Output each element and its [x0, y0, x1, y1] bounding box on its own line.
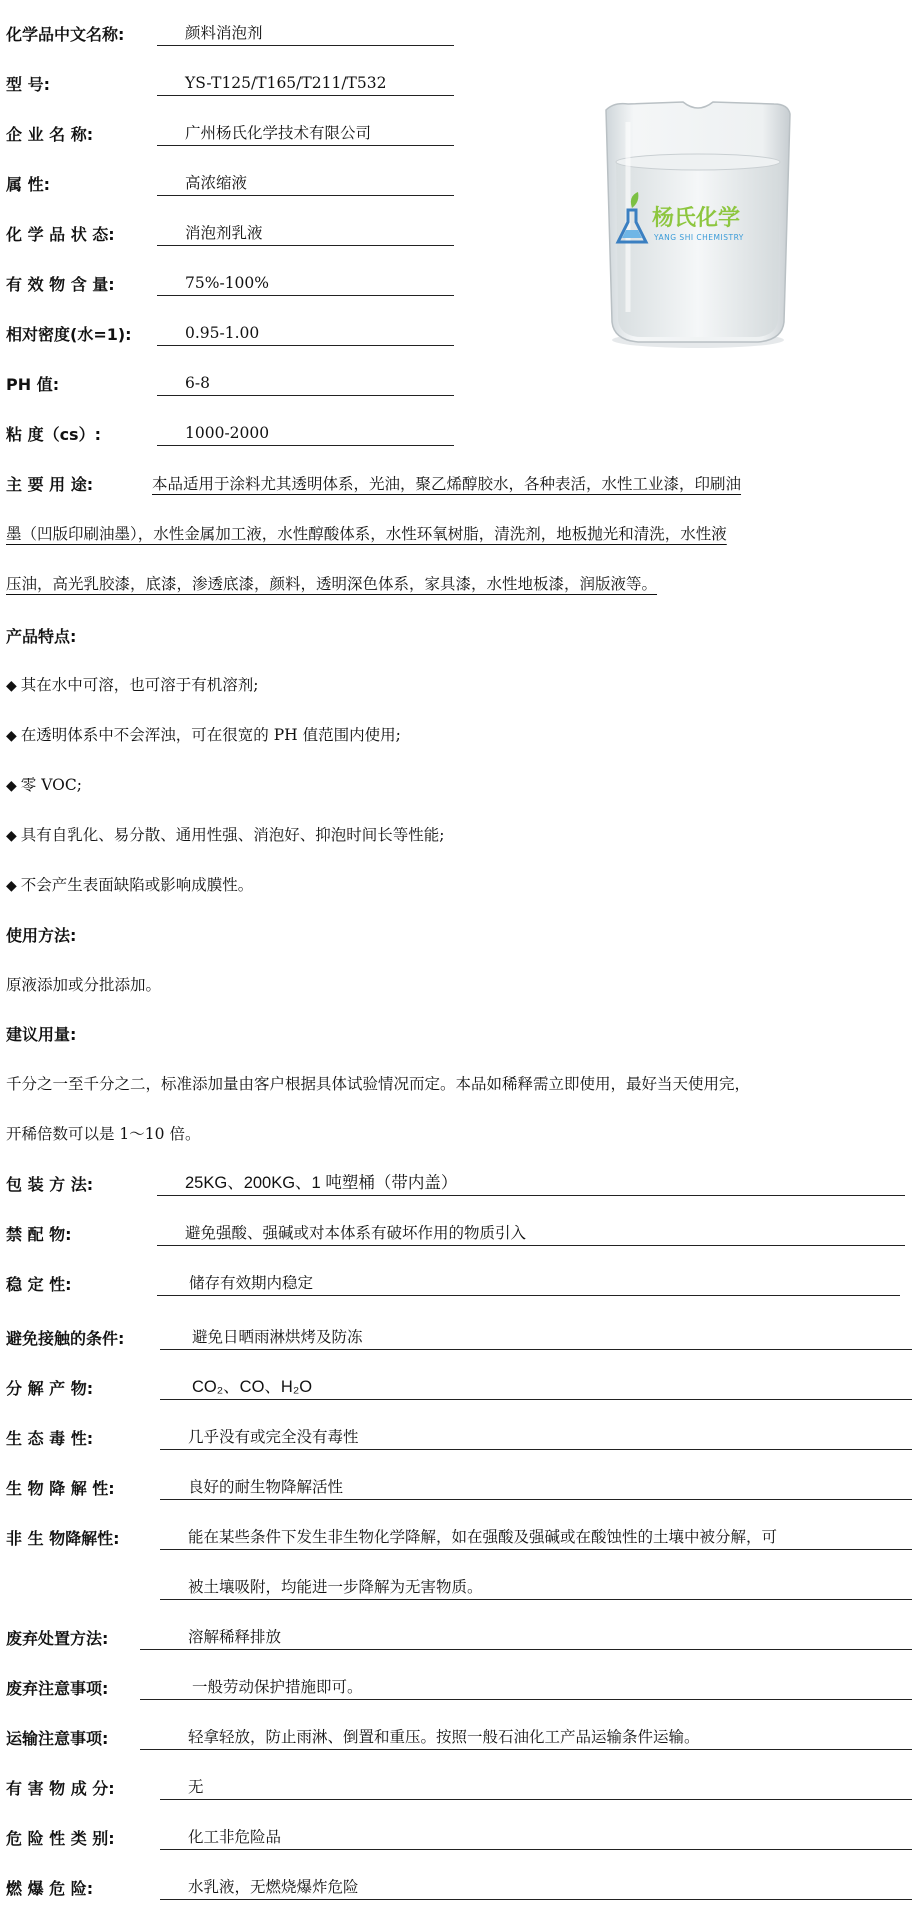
usage-line-1: 本品适用于涂料尤其透明体系，光油，聚乙烯醇胶水，各种表活，水性工业漆，印刷油 [152, 475, 742, 493]
field-label-transport: 运输注意事项: [6, 1729, 109, 1748]
field-label-disposal: 废弃处置方法: [6, 1629, 109, 1648]
field-value-viscosity: 1000-2000 [157, 422, 454, 446]
field-value-stability: 储存有效期内稳定 [157, 1272, 900, 1296]
feature-text: 不会产生表面缺陷或影响成膜性。 [20, 876, 254, 894]
field-label-decomposition: 分 解 产 物: [6, 1379, 94, 1398]
field-label-property: 属 性: [6, 175, 50, 194]
field-label-content: 有 效 物 含 量: [6, 275, 115, 294]
field-label-state: 化 学 品 状 态: [6, 225, 115, 244]
field-label-density: 相对密度(水=1): [6, 325, 132, 344]
feature-item [6, 773, 82, 795]
feature-text: 其在水中可溶，也可溶于有机溶剂; [20, 676, 259, 694]
diamond-bullet-icon: ◆ [6, 778, 17, 794]
field-value-ecotoxicity: 几乎没有或完全没有毒性 [160, 1426, 912, 1450]
field-value-model: YS-T125/T165/T211/T532 [157, 72, 454, 96]
field-value-name: 颜料消泡剂 [157, 22, 454, 46]
field-value-nonbio-line-2: 被土壤吸附，均能进一步降解为无害物质。 [160, 1576, 912, 1600]
field-value-explosion: 水乳液，无燃烧爆炸危险 [160, 1876, 912, 1900]
field-value-ph: 6-8 [157, 372, 454, 396]
diamond-bullet-icon: ◆ [6, 828, 17, 844]
features-title: 产品特点: [6, 627, 77, 646]
usage-line-2: 墨（凹版印刷油墨），水性金属加工液，水性醇酸体系，水性环氧树脂，清洗剂，地板抛光和清洗，水性液 [6, 525, 727, 543]
diamond-bullet-icon: ◆ [6, 678, 17, 694]
field-label-explosion: 燃 爆 危 险: [6, 1879, 94, 1898]
field-value-transport: 轻拿轻放，防止雨淋、倒置和重压。按照一般石油化工产品运输条件运输。 [140, 1726, 912, 1750]
field-label-ecotoxicity: 生 态 毒 性: [6, 1429, 94, 1448]
dosage-line-2: 开稀倍数可以是 1～10 倍。 [6, 1125, 201, 1143]
diamond-bullet-icon: ◆ [6, 728, 17, 744]
field-value-property: 高浓缩液 [157, 172, 454, 196]
field-label-ph: PH 值: [6, 375, 60, 394]
usage-line-3: 压油，高光乳胶漆，底漆，渗透底漆，颜料，透明深色体系，家具漆，水性地板漆，润版液等。 [6, 575, 658, 593]
field-value-state: 消泡剂乳液 [157, 222, 454, 246]
field-label-biodegradability: 生 物 降 解 性: [6, 1479, 115, 1498]
field-value-hazardous: 无 [160, 1776, 912, 1800]
feature-item [6, 823, 445, 845]
field-label-stability: 稳 定 性: [6, 1275, 72, 1294]
field-value-avoid: 避免日晒雨淋烘烤及防冻 [160, 1326, 912, 1350]
field-label-packaging: 包 装 方 法: [6, 1175, 94, 1194]
field-label-hazard-class: 危 险 性 类 别: [6, 1829, 115, 1848]
logo-brand-cn: 杨氏化学 [652, 206, 741, 231]
field-label-disposal-notes: 废弃注意事项: [6, 1679, 109, 1698]
field-value-disposal-notes: 一般劳动保护措施即可。 [140, 1676, 912, 1700]
feature-text: 具有自乳化、易分散、通用性强、消泡好、抑泡时间长等性能; [20, 826, 445, 844]
field-value-company: 广州杨氏化学技术有限公司 [157, 122, 454, 146]
feature-text: 零 VOC; [20, 776, 82, 794]
field-value-biodegradability: 良好的耐生物降解活性 [160, 1476, 912, 1500]
field-value-nonbio-line-1: 能在某些条件下发生非生物化学降解，如在强酸及强碱或在酸蚀性的土壤中被分解，可 [160, 1526, 912, 1550]
field-label-incompatible: 禁 配 物: [6, 1225, 72, 1244]
field-label-model: 型 号: [6, 75, 50, 94]
field-label-nonbio: 非 生 物降解性: [6, 1529, 120, 1548]
field-value-density: 0.95-1.00 [157, 322, 454, 346]
feature-item [6, 873, 253, 895]
field-value-hazard-class: 化工非危险品 [160, 1826, 912, 1850]
feature-item [6, 723, 401, 745]
field-label-name: 化学品中文名称: [6, 25, 125, 44]
feature-text: 在透明体系中不会浑浊，可在很宽的 PH 值范围内使用; [20, 726, 401, 744]
field-value-packaging: 25KG、200KG、1 吨塑桶（带内盖） [157, 1172, 905, 1196]
field-value-decomposition: CO₂、CO、H₂O [160, 1376, 912, 1400]
field-label-viscosity: 粘 度（cs）: [6, 425, 101, 444]
diamond-bullet-icon: ◆ [6, 878, 17, 894]
method-title: 使用方法: [6, 926, 77, 945]
dosage-title: 建议用量: [6, 1025, 77, 1044]
field-value-incompatible: 避免强酸、强碱或对本体系有破坏作用的物质引入 [157, 1222, 905, 1246]
field-label-avoid: 避免接触的条件: [6, 1329, 125, 1348]
feature-item [6, 673, 259, 695]
field-label-hazardous: 有 害 物 成 分: [6, 1779, 115, 1798]
usage-label: 主 要 用 途: [6, 475, 94, 494]
field-value-content: 75%-100% [157, 272, 454, 296]
product-beaker-image [598, 92, 798, 352]
field-label-company: 企 业 名 称: [6, 125, 94, 144]
field-value-disposal: 溶解稀释排放 [140, 1626, 912, 1650]
method-text: 原液添加或分批添加。 [6, 976, 162, 994]
logo-brand-en: YANG SHI CHEMISTRY [654, 233, 744, 242]
dosage-line-1: 千分之一至千分之二，标准添加量由客户根据具体试验情况而定。本品如稀释需立即使用，最好当天使用完， [6, 1075, 751, 1093]
